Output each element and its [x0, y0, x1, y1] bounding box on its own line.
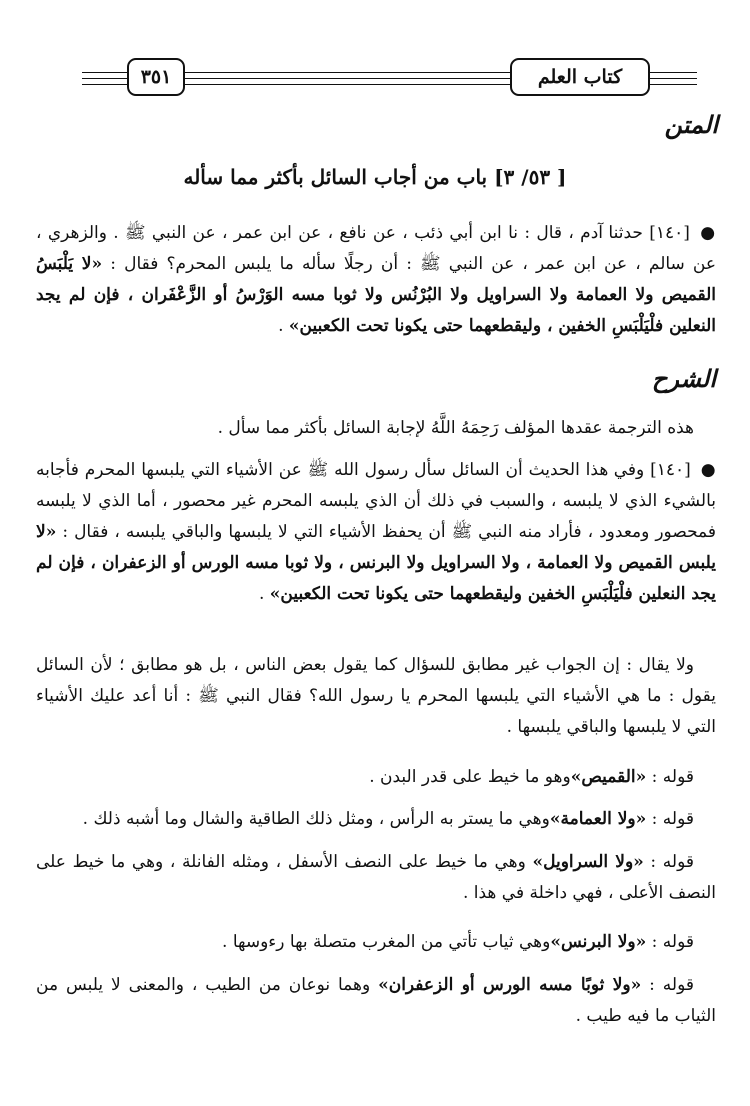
explanation-lead: قوله : [641, 975, 694, 995]
commentary-quote: «لا يلبس القميص ولا العمامة ، ولا السراويل ولا البرنس ، ولا ثوبا مسه الورس أو الزعفران ، فإن لم يجد النعلين فلْيَلْبَسِ الخفين وليقطعهما حتى يكونا تحت الكعبين» [36, 522, 716, 604]
chapter-title: [ ٥٣/ ٣] باب من أجاب السائل بأكثر مما سأله [183, 165, 567, 189]
explanation-text: وهما نوعان من الطيب ، والمعنى لا يلبس من الثياب ما فيه طيب . [36, 975, 716, 1026]
explanation-term: «ولا السراويل» [532, 852, 644, 872]
commentary-paragraph [36, 455, 716, 610]
hadith-matn: «لا يَلْبَسُ القميص ولا العمامة ولا السراويل ولا البُرْنُس ولا ثوبا مسه الوَرْسُ أو الزَّعْفَران ، فإن لم يجد النعلين فلْيَلْبَسِ الخفين ، وليقطعهما حتى يكونا تحت الكعبين» [36, 254, 716, 336]
matn-label: المتن [664, 110, 718, 139]
commentary-text: وفي هذا الحديث أن السائل سأل رسول الله ﷺ عن الأشياء التي يلبسها المحرم فأجابه بالشيء الذي لا يلبسه ، والسبب في ذلك أن الذي يلبسه المحرم غير محصور ، أما الذي لا يلبسه فمحصور ومعدود ، فأراد منه النبي ﷺ أن يحفظ الأشياء التي لا يلبسها والباقي يلبسه ، فقال : [36, 460, 717, 542]
explanation-lead: قوله : [646, 809, 694, 829]
commentary-end: . [258, 584, 270, 604]
explanation-term: «ولا البرنس» [550, 932, 647, 952]
explanation-item [36, 804, 716, 835]
explanation-item [36, 762, 716, 793]
explanation-lead: قوله : [643, 852, 694, 872]
explanation-lead: قوله : [646, 767, 694, 787]
sharh-label: الشرح [651, 364, 716, 393]
hadith-isnad: حدثنا آدم ، قال : نا ابن أبي ذئب ، عن نافع ، عن ابن عمر ، عن النبي ﷺ . والزهري ، عن سالم ، عن ابن عمر ، عن النبي ﷺ : أن رجلًا سأله ما يلبس المحرم؟ فقال : [36, 223, 717, 274]
page-header [0, 0, 750, 110]
bullet-icon: ● [700, 223, 717, 243]
commentary-number: [١٤٠] [650, 460, 691, 480]
explanation-term: «القميص» [570, 767, 647, 787]
hadith-number: [١٤٠] [649, 223, 690, 243]
page-number: ٣٥١ [127, 58, 185, 96]
explanation-lead: قوله : [646, 932, 694, 952]
explanation-text: وهي ما خيط على النصف الأسفل ، ومثله الفانلة ، وهي ما خيط على النصف الأعلى ، فهي داخلة في هذا . [36, 852, 716, 903]
hadith-end: . [278, 316, 289, 336]
explanation-text: وهو ما خيط على قدر البدن . [369, 767, 571, 787]
explanation-term: «ولا ثوبًا مسه الورس أو الزعفران» [378, 975, 642, 995]
explanation-item [36, 927, 716, 958]
explanation-text: وهي ثياب تأتي من المغرب متصلة بها رءوسها . [222, 932, 551, 952]
bullet-icon: ● [700, 460, 717, 480]
hadith-paragraph [36, 218, 716, 342]
answer-paragraph: ولا يقال : إن الجواب غير مطابق للسؤال كما يقول بعض الناس ، بل هو مطابق ؛ لأن السائل يقول : ما هي الأشياء التي يلبسها المحرم يا رسول الله؟ فقال النبي ﷺ : أنا أعد عليك الأشياء التي لا يلبسها والباقي يلبسها . [36, 655, 716, 737]
explanation-item [36, 847, 716, 909]
explanation-term: «ولا العمامة» [549, 809, 647, 829]
book-title: كتاب العلم [510, 58, 650, 96]
explanation-item [36, 970, 716, 1032]
explanation-text: وهي ما يستر به الرأس ، ومثل ذلك الطاقية والشال وما أشبه ذلك . [82, 809, 550, 829]
intro-paragraph: هذه الترجمة عقدها المؤلف رَحِمَهُ اللَّهُ لإجابة السائل بأكثر مما سأل . [217, 418, 694, 438]
